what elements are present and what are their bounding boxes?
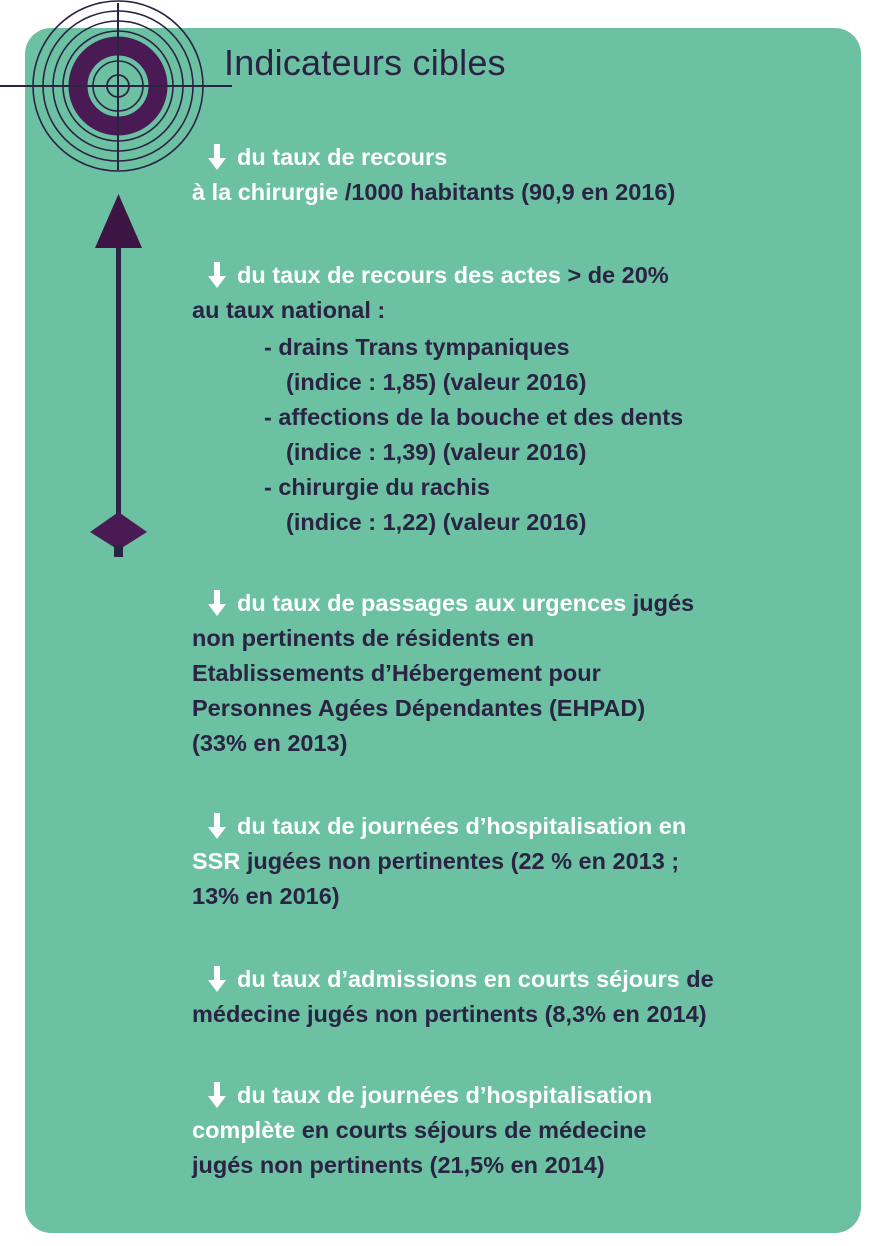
indicator-text: du taux de journées d’hospitalisation [237, 1082, 653, 1108]
indicators-list [192, 140, 852, 1183]
indicator-text: du taux de passages aux urgences [237, 590, 633, 616]
indicator-text: 13% en 2016) [192, 883, 340, 909]
indicator-line [192, 809, 852, 844]
indicator-text: (33% en 2013) [192, 730, 348, 756]
down-arrow-icon [206, 590, 228, 616]
indicator-line [192, 1078, 852, 1113]
indicator-text: non pertinents de résidents en [192, 625, 535, 651]
indicator-text: en courts séjours de médecine [301, 1117, 647, 1143]
sublist-item-label: - affections de la bouche et des dents [264, 404, 684, 430]
indicator-text: jugés non pertinents (21,5% en 2014) [192, 1152, 605, 1178]
vertical-double-arrow-icon [85, 190, 155, 570]
indicator-item [192, 140, 852, 210]
indicator-line [192, 175, 852, 210]
indicator-line [192, 844, 852, 879]
indicator-line [192, 258, 852, 293]
indicator-line [192, 691, 852, 726]
sublist-item-value: (indice : 1,85) (valeur 2016) [286, 369, 587, 395]
indicator-text: jugées non pertinentes (22 % en 2013 ; [246, 848, 680, 874]
indicator-text: de [686, 966, 714, 992]
indicator-line [192, 1148, 852, 1183]
indicator-item [192, 809, 852, 914]
indicator-line [192, 997, 852, 1032]
sublist-item-value: (indice : 1,39) (valeur 2016) [286, 439, 587, 465]
indicator-line [192, 656, 852, 691]
indicator-item [192, 586, 852, 761]
indicator-text: à la chirurgie [192, 179, 345, 205]
indicator-line [192, 1113, 852, 1148]
sublist-item-label: - chirurgie du rachis [264, 474, 490, 500]
indicator-text: SSR [192, 848, 247, 874]
indicator-text: au taux national : [192, 297, 386, 323]
down-arrow-icon [206, 1082, 228, 1108]
indicator-text: médecine jugés non pertinents (8,3% en 2014) [192, 1001, 707, 1027]
indicator-text: du taux de recours des actes [237, 262, 568, 288]
indicator-line [192, 293, 852, 328]
indicator-text: du taux de journées d’hospitalisation en [237, 813, 687, 839]
down-arrow-icon [206, 813, 228, 839]
indicator-item [192, 258, 852, 540]
indicator-text: /1000 habitants (90,9 en 2016) [344, 179, 676, 205]
indicator-text: Personnes Agées Dépendantes (EHPAD) [192, 695, 646, 721]
sublist-item-value: (indice : 1,22) (valeur 2016) [286, 509, 587, 535]
indicator-text: du taux d’admissions en courts séjours [237, 966, 687, 992]
down-arrow-icon [206, 966, 228, 992]
indicator-text: jugés [632, 590, 695, 616]
indicator-text: Etablissements d’Hébergement pour [192, 660, 601, 686]
sublist-item-label: - drains Trans tympaniques [264, 334, 570, 360]
indicator-item [192, 962, 852, 1032]
down-arrow-icon [206, 262, 228, 288]
indicator-line [192, 879, 852, 914]
indicator-text: > de 20% [567, 262, 669, 288]
indicator-line [192, 140, 852, 175]
indicator-line [192, 962, 852, 997]
down-arrow-icon [206, 144, 228, 170]
indicator-text: du taux de recours [237, 144, 448, 170]
indicator-line [192, 586, 852, 621]
indicator-line [192, 726, 852, 761]
page-title: Indicateurs cibles [224, 42, 506, 83]
indicator-text: complète [192, 1117, 302, 1143]
indicator-item [192, 1078, 852, 1183]
indicator-sublist [192, 330, 852, 540]
indicator-line [192, 621, 852, 656]
